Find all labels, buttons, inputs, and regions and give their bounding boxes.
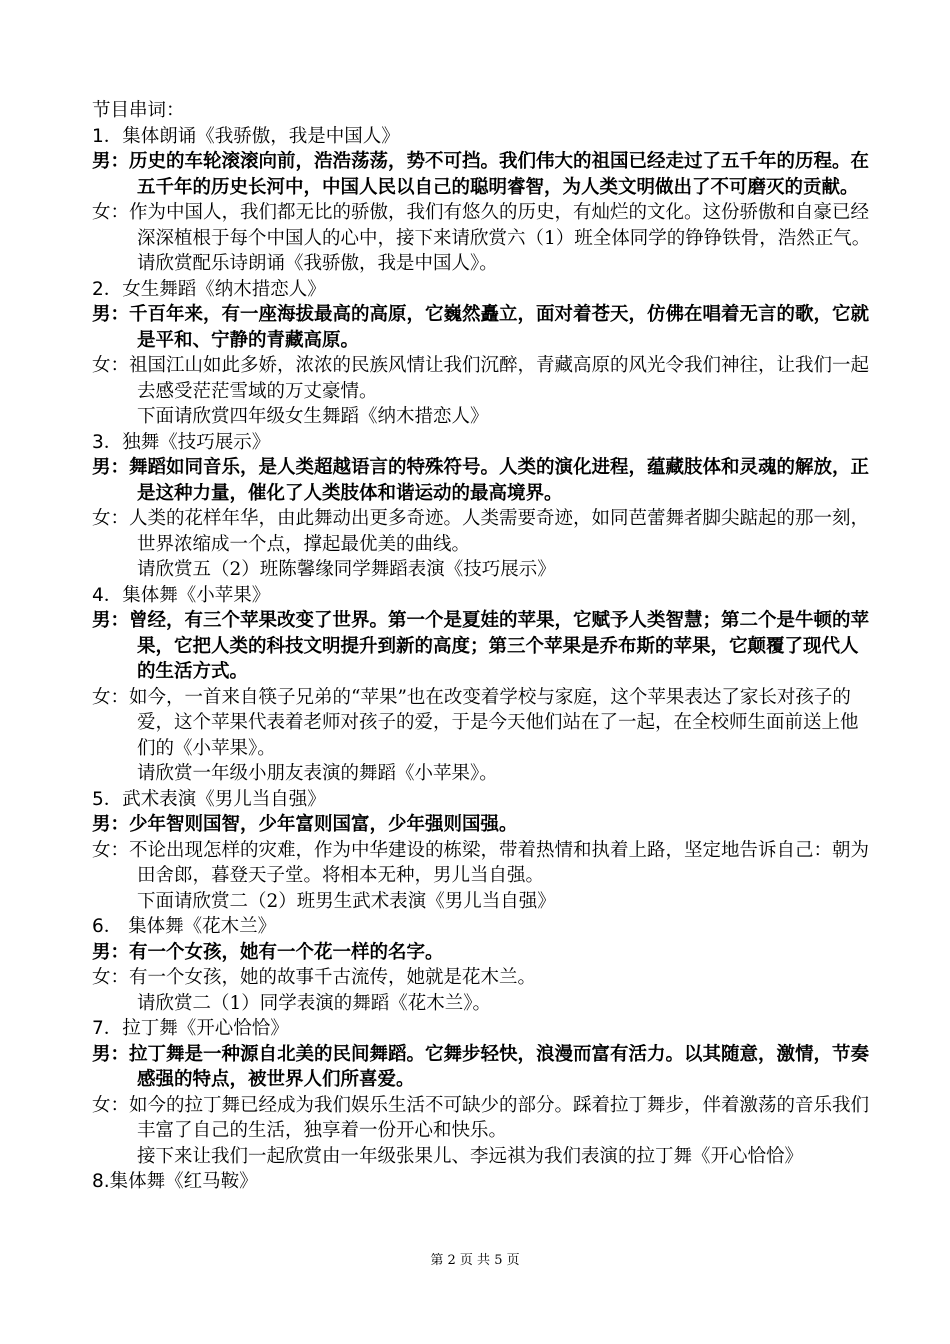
item-title: 1．集体朗诵《我骄傲，我是中国人》 [92, 125, 400, 147]
item-title: 4．集体舞《小苹果》 [92, 584, 271, 606]
female-speech: 女：人类的花样年华，由此舞动出更多奇迹。人类需要奇迹，如同芭蕾舞者脚尖踮起的那一刻，世界浓缩成一个点，撑起最优美的曲线。 [92, 508, 870, 555]
item-title: 5．武术表演《男儿当自强》 [92, 788, 326, 810]
male-speech: 男：拉丁舞是一种源自北美的民间舞蹈。它舞步轻快，浪漫而富有活力。以其随意，激情，节奏感强的特点，被世界人们所喜爱。 [92, 1043, 870, 1090]
female-speech: 女：祖国江山如此多娇，浓浓的民族风情让我们沉醉，青藏高原的风光令我们神往，让我们一起去感受茫茫雪域的万丈豪情。 [92, 355, 870, 402]
program-item-7 [92, 1016, 872, 1169]
female-speech: 女：不论出现怎样的灾难，作为中华建设的栋梁，带着热情和执着上路，坚定地告诉自己：朝为田舍郎，暮登天子堂。将相本无种，男儿当自强。 [92, 839, 870, 886]
item-title: 6． 集体舞《花木兰》 [92, 916, 277, 937]
female-speech: 女：如今的拉丁舞已经成为我们娱乐生活不可缺少的部分。踩着拉丁舞步，伴着激荡的音乐我们丰富了自己的生活，独享着一份开心和快乐。 [92, 1094, 870, 1141]
program-item-4 [92, 583, 872, 787]
program-item-3 [92, 430, 872, 583]
program-item-2 [92, 277, 872, 430]
male-speech: 男：少年智则国智，少年富则国富，少年强则国强。 [92, 814, 518, 835]
introduction-line: 下面请欣赏四年级女生舞蹈《纳木措恋人》 [137, 406, 489, 427]
item-title: 7．拉丁舞《开心恰恰》 [92, 1018, 289, 1039]
male-speech: 男：历史的车轮滚滚向前，浩浩荡荡，势不可挡。我们伟大的祖国已经走过了五千年的历程。在五千年的历史长河中，中国人民以自己的聪明睿智，为人类文明做出了不可磨灭的贡献。 [92, 151, 870, 198]
item-title: 3．独舞《技巧展示》 [92, 431, 271, 453]
introduction-line: 请欣赏五（2）班陈馨缘同学舞蹈表演《技巧展示》 [137, 559, 556, 580]
program-item-1 [92, 124, 872, 277]
male-speech: 男：舞蹈如同音乐，是人类超越语言的特殊符号。人类的演化进程，蕴藏肢体和灵魂的解放，正是这种力量，催化了人类肢体和谐运动的最高境界。 [92, 457, 870, 504]
introduction-line: 接下来让我们一起欣赏由一年级张果儿、李远祺为我们表演的拉丁舞《开心恰恰》 [137, 1145, 804, 1167]
section-heading: 节目串词： [92, 100, 185, 121]
female-speech: 女：如今，一首来自筷子兄弟的“苹果”也在改变着学校与家庭，这个苹果表达了家长对孩子的爱，这个苹果代表着老师对孩子的爱，于是今天他们站在了一起，在全校师生面前送上他们的《小苹果》。 [92, 686, 859, 759]
female-speech: 女：有一个女孩，她的故事千古流传，她就是花木兰。 [92, 967, 537, 988]
introduction-line: 请欣赏二（1）同学表演的舞蹈《花木兰》。 [137, 992, 492, 1014]
introduction-line: 请欣赏一年级小朋友表演的舞蹈《小苹果》。 [137, 763, 498, 784]
male-speech: 男：有一个女孩，她有一个花一样的名字。 [92, 941, 444, 963]
item-title: 2．女生舞蹈《纳木措恋人》 [92, 278, 326, 300]
male-speech: 男：曾经，有三个苹果改变了世界。第一个是夏娃的苹果，它赋予人类智慧；第二个是牛顿的苹果，它把人类的科技文明提升到新的高度；第三个苹果是乔布斯的苹果，它颠覆了现代人的生活方式。 [92, 610, 870, 682]
item-title: 8.集体舞《红马鞍》 [92, 1171, 258, 1192]
document-body [92, 98, 872, 1195]
program-item-6 [92, 914, 872, 1016]
introduction-line: 下面请欣赏二（2）班男生武术表演《男儿当自强》 [137, 890, 556, 912]
female-speech: 女：作为中国人，我们都无比的骄傲，我们有悠久的历史，有灿烂的文化。这份骄傲和自豪已经深深植根于每个中国人的心中，接下来请欣赏六（1）班全体同学的铮铮铁骨，浩然正气。请欣赏配乐诗朗诵《我骄傲，我是中国人》。 [92, 202, 871, 274]
program-item-8 [92, 1169, 872, 1195]
program-item-5 [92, 787, 872, 915]
male-speech: 男：千百年来，有一座海拔最高的高原，它巍然矗立，面对着苍天，仿佛在唱着无言的歌，它就是平和、宁静的青藏高原。 [92, 304, 870, 351]
page-footer: 第 2 页 共 5 页 [430, 1253, 520, 1268]
